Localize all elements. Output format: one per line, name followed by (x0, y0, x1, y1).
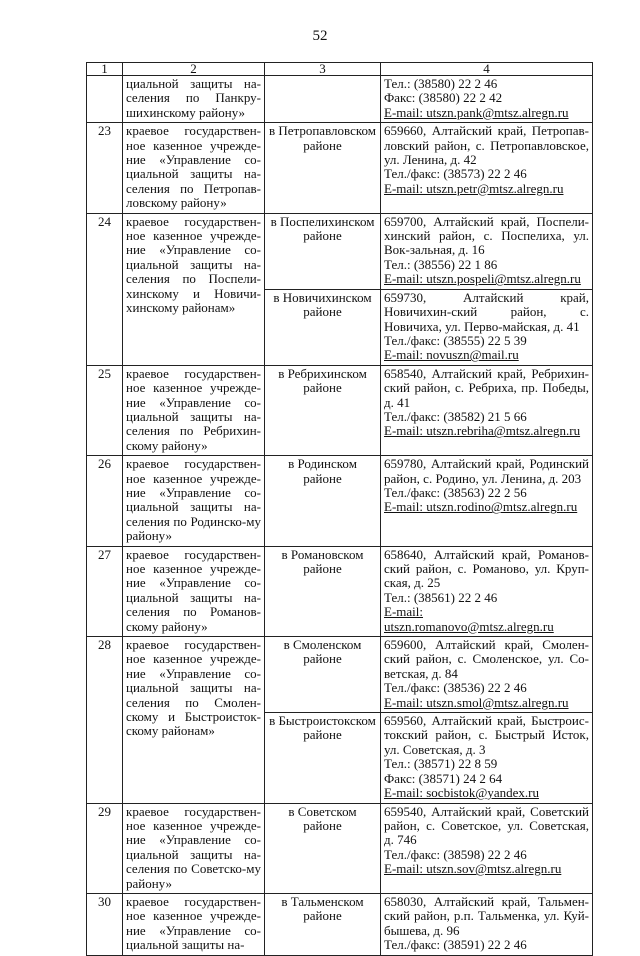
contact-line: Тел./факс: (38563) 22 2 56 (384, 484, 527, 500)
contact-line: E-mail: socbistok@yandex.ru (384, 785, 539, 801)
contact-line: E-mail: utszn.romanovo@mtsz.alregn.ru (384, 604, 554, 634)
district-name: в Смоленском районе (265, 637, 381, 713)
table-row (87, 123, 593, 213)
contact-line: 659540, Алтайский край, Советский район, с. Советское, ул. Советская, д. 746 (384, 803, 589, 848)
column-header-3: 3 (265, 63, 381, 76)
row-number: 23 (87, 123, 123, 213)
contact-line: 658030, Алтайский край, Тальмен-ский район, р.п. Тальменка, ул. Куй-бышева, д. 96 (384, 893, 589, 938)
contact-info (381, 76, 593, 123)
district-name: в Родинском районе (265, 456, 381, 546)
district-name: в Петропавловском районе (265, 123, 381, 213)
contact-info (381, 893, 593, 955)
table-row (87, 893, 593, 955)
contact-line: 659780, Алтайский край, Родинский район, с. Родино, ул. Ленина, д. 203 (384, 456, 589, 486)
contact-line: E-mail: utszn.petr@mtsz.alregn.ru (384, 180, 564, 196)
contact-line: Тел.: (38561) 22 2 46 (384, 589, 498, 605)
organization-name: краевое государствен-ное казенное учрежде-ние «Управление со-циальной защиты на-селения по Смолен-скому и Быстроисток-скому районам» (123, 637, 265, 803)
district-name (265, 76, 381, 123)
contact-line: E-mail: utszn.pospeli@mtsz.alregn.ru (384, 271, 581, 287)
contact-info (381, 637, 593, 713)
contact-line: 659660, Алтайский край, Петропав-ловский район, с. Петропавловское, ул. Ленина, д. 42 (384, 123, 589, 168)
contact-line: Тел./факс: (38591) 22 2 46 (384, 937, 527, 953)
contact-line: E-mail: utszn.rebriha@mtsz.alregn.ru (384, 423, 581, 439)
contact-line: Тел./факс: (38598) 22 2 46 (384, 846, 527, 862)
contact-line: Факс: (38571) 24 2 64 (384, 770, 503, 786)
contact-line: Тел./факс: (38582) 21 5 66 (384, 408, 527, 424)
column-header-4: 4 (381, 63, 593, 76)
row-number: 28 (87, 637, 123, 803)
contact-line: Тел./факс: (38573) 22 2 46 (384, 166, 527, 182)
row-number: 27 (87, 546, 123, 636)
contact-line: E-mail: utszn.sov@mtsz.alregn.ru (384, 861, 562, 877)
row-number (87, 76, 123, 123)
contact-info (381, 213, 593, 289)
contact-line: 659600, Алтайский край, Смолен-ский район, с. Смоленское, ул. Со-ветская, д. 84 (384, 637, 589, 681)
row-number: 30 (87, 893, 123, 955)
district-name: в Романовском районе (265, 546, 381, 636)
contact-info (381, 289, 593, 365)
row-number: 25 (87, 365, 123, 455)
contact-line: 658640, Алтайский край, Романов-ский район, с. Романово, ул. Круп-ская, д. 25 (384, 546, 589, 591)
district-name: в Поспелихинском районе (265, 213, 381, 289)
contact-line: 659730, Алтайский край, Новичихин-ский район, с. Новичиха, ул. Перво-майская, д. 41 (384, 289, 589, 334)
contact-line: Тел./факс: (38555) 22 5 39 (384, 332, 527, 348)
contact-info (381, 546, 593, 636)
organization-name: краевое государствен-ное казенное учрежде-ние «Управление со-циальной защиты на-селения по Родинско-му району» (123, 456, 265, 546)
contact-line: E-mail: utszn.pank@mtsz.alregn.ru (384, 104, 569, 120)
row-number: 26 (87, 456, 123, 546)
contact-line: E-mail: novuszn@mail.ru (384, 347, 519, 363)
contact-info (381, 713, 593, 803)
table-row (87, 365, 593, 455)
organization-name: краевое государствен-ное казенное учрежде-ние «Управление со-циальной защиты на-селения по Романов-скому району» (123, 546, 265, 636)
contact-line: 659700, Алтайский край, Поспели-хинский район, с. Поспелиха, ул. Вок-зальная, д. 16 (384, 213, 589, 258)
district-name: в Новичихинском районе (265, 289, 381, 365)
column-header-1: 1 (87, 63, 123, 76)
continuation-row (87, 76, 593, 123)
contact-info (381, 803, 593, 893)
offices-table (86, 62, 593, 956)
table-row (87, 546, 593, 636)
contact-line: Факс: (38580) 22 2 42 (384, 90, 503, 106)
organization-name: краевое государствен-ное казенное учрежде-ние «Управление со-циальной защиты на-селения по Ребрихин-скому району» (123, 365, 265, 455)
contact-line: Тел.: (38556) 22 1 86 (384, 256, 498, 272)
header-row (87, 63, 593, 76)
contact-info (381, 365, 593, 455)
contact-line: Тел./факс: (38536) 22 2 46 (384, 680, 527, 696)
table-row (87, 456, 593, 546)
organization-name: краевое государствен-ное казенное учрежде-ние «Управление со-циальной защиты на-селения по Поспели-хинскому и Новичи-хинскому районам» (123, 213, 265, 365)
organization-name: краевое государствен-ное казенное учрежде-ние «Управление со-циальной защиты на-селения по Советско-му району» (123, 803, 265, 893)
contact-info (381, 123, 593, 213)
table-body (87, 76, 593, 956)
contact-line: Тел.: (38571) 22 8 59 (384, 756, 498, 772)
district-name: в Ребрихинском районе (265, 365, 381, 455)
organization-name: краевое государствен-ное казенное учрежде-ние «Управление со-циальной защиты на-селения по Петропав-ловскому району» (123, 123, 265, 213)
contact-info (381, 456, 593, 546)
district-name: в Тальменском районе (265, 893, 381, 955)
contact-line: 659560, Алтайский край, Быстроис-токский район, с. Быстрый Исток, ул. Советская, д. 3 (384, 713, 589, 757)
row-number: 24 (87, 213, 123, 365)
contact-line: E-mail: utszn.smol@mtsz.alregn.ru (384, 694, 569, 710)
organization-name: краевое государствен-ное казенное учрежде-ние «Управление со-циальной защиты на- (123, 893, 265, 955)
organization-name: циальной защиты на-селения по Панкру-шихинскому району» (123, 76, 265, 123)
district-name: в Быстроистокском районе (265, 713, 381, 803)
row-number: 29 (87, 803, 123, 893)
contact-line: Тел.: (38580) 22 2 46 (384, 76, 498, 91)
contact-line: 658540, Алтайский край, Ребрихин-ский район, с. Ребриха, пр. Победы, д. 41 (384, 365, 589, 410)
page-number: 52 (312, 28, 328, 44)
column-header-2: 2 (123, 63, 265, 76)
table-row (87, 803, 593, 893)
contact-line: E-mail: utszn.rodino@mtsz.alregn.ru (384, 499, 578, 515)
table-row (87, 213, 593, 289)
table-row (87, 637, 593, 713)
district-name: в Советском районе (265, 803, 381, 893)
